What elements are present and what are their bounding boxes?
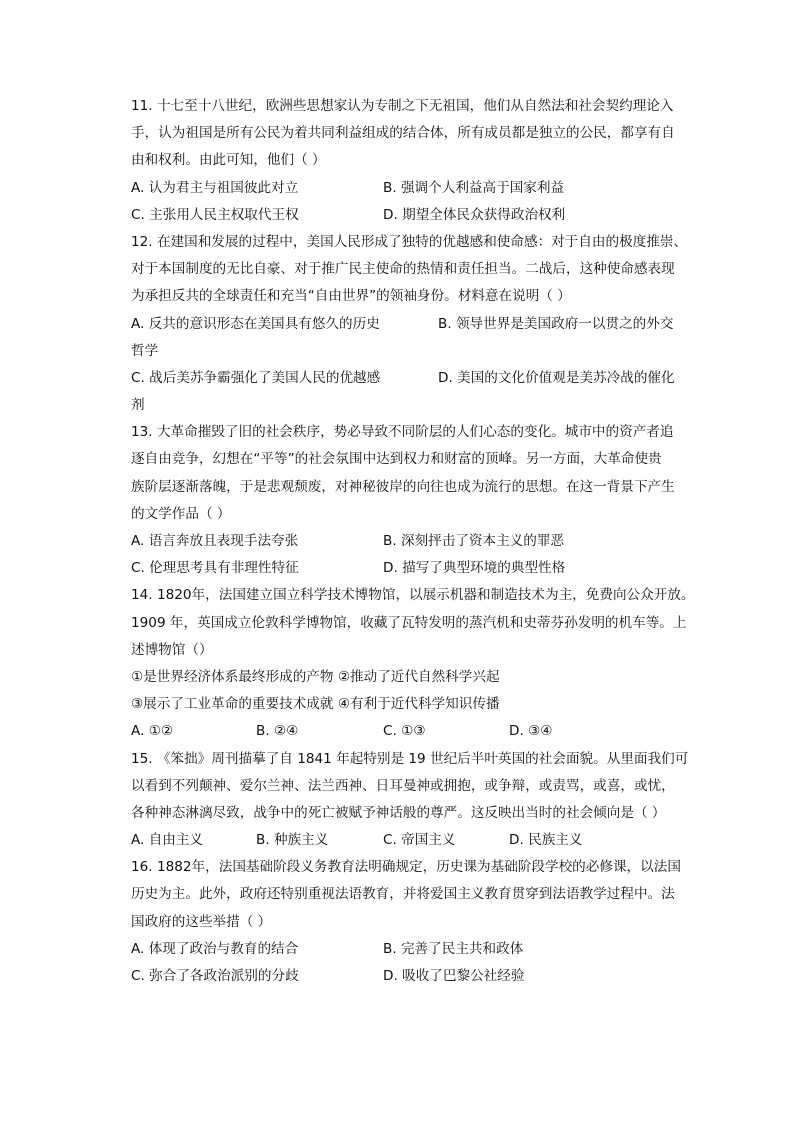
option[interactable]: C. 战后美苏争霸强化了美国人民的优越感 xyxy=(131,369,381,386)
option[interactable]: B. 领导世界是美国政府一以贯之的外交 xyxy=(438,315,674,332)
question-text-line: 历史为主。此外，政府还特别重视法语教育，并将爱国主义教育贯穿到法语教学过程中。法 xyxy=(131,886,675,903)
question-14 xyxy=(131,582,695,745)
option[interactable]: D. 民族主义 xyxy=(509,832,583,849)
option[interactable]: C. 弥合了各政治派别的分歧 xyxy=(131,968,299,984)
options-row xyxy=(131,555,667,582)
options-row xyxy=(131,936,667,963)
question-text-line: 各种神态淋漓尽致，战争中的死亡被赋予神话般的尊严。这反映出当时的社会倾向是（ ） xyxy=(131,804,666,821)
question-text-line: 的文学作品（ ） xyxy=(131,505,231,522)
option[interactable]: A. ①② xyxy=(131,723,174,740)
question-text-line: 族阶层逐渐落魄，于是悲观颓废，对神秘彼岸的向往也成为流行的思想。在这一背景下产生 xyxy=(131,478,675,495)
question-13 xyxy=(131,419,675,582)
option[interactable]: D. 吸收了巴黎公社经验 xyxy=(383,968,525,984)
option[interactable]: B. 强调个人利益高于国家利益 xyxy=(383,179,565,196)
option[interactable]: D. 美国的文化价值观是美苏冷战的催化 xyxy=(438,369,675,386)
question-text-line: 14. 1820年，法国建立国立科学技术博物馆，以展示机器和制造技术为主，免费向公众开放。 xyxy=(131,587,695,604)
options-row xyxy=(131,718,667,745)
options-row xyxy=(131,202,667,229)
question-text-line: 16. 1882年，法国基础阶段义务教育法明确规定，历史课为基础阶段学校的必修课，以法国 xyxy=(131,859,681,876)
option[interactable]: D. ③④ xyxy=(509,723,553,740)
option[interactable]: A. 认为君主与祖国彼此对立 xyxy=(131,179,299,196)
question-16 xyxy=(131,854,681,990)
option[interactable]: B. ②④ xyxy=(256,723,299,740)
option[interactable]: C. 主张用人民主权取代王权 xyxy=(131,206,299,223)
options-row xyxy=(131,528,667,555)
question-12 xyxy=(131,229,688,419)
option[interactable]: A. 体现了政治与教育的结合 xyxy=(131,940,299,957)
question-11 xyxy=(131,93,675,229)
option[interactable]: C. 伦理思考具有非理性特征 xyxy=(131,560,299,577)
question-text-line: 由和权利。由此可知，他们（ ） xyxy=(131,152,326,169)
exam-page xyxy=(131,93,695,990)
question-text-line: 1909 年，英国成立伦敦科学博物馆，收藏了瓦特发明的蒸汽机和史蒂芬孙发明的机车等。上 xyxy=(131,614,687,631)
question-text-line: ③展示了工业革命的重要技术成就 ④有利于近代科学知识传播 xyxy=(131,696,500,713)
question-text-line: 国政府的这些举措（ ） xyxy=(131,913,272,930)
question-15 xyxy=(131,746,689,855)
options-row xyxy=(131,963,667,990)
option[interactable]: C. ①③ xyxy=(383,723,426,740)
option-continuation: 哲学 xyxy=(131,342,159,359)
options-row xyxy=(131,392,667,419)
options-row xyxy=(131,311,674,338)
option[interactable]: D. 描写了典型环境的典型性格 xyxy=(383,560,566,577)
options-row xyxy=(131,827,667,854)
question-text-line: ①是世界经济体系最终形成的产物 ②推动了近代自然科学兴起 xyxy=(131,668,500,685)
question-text-line: 13. 大革命摧毁了旧的社会秩序，势必导致不同阶层的人们心态的变化。城市中的资产者追 xyxy=(131,424,674,441)
question-text-line: 15. 《笨拙》周刊描摹了自 1841 年起特别是 19 世纪后半叶英国的社会面貌。从里面我们可 xyxy=(131,750,689,767)
question-text-line: 以看到不列颠神、爱尔兰神、法兰西神、日耳曼神或拥抱，或争辩，或责骂，或喜，或忧， xyxy=(131,777,675,794)
option[interactable]: A. 语言奔放且表现手法夸张 xyxy=(131,533,299,549)
option[interactable]: A. 反共的意识形态在美国具有悠久的历史 xyxy=(131,315,380,332)
question-text-line: 对于本国制度的无比自豪、对于推广民主使命的热情和责任担当。二战后，这种使命感表现 xyxy=(131,261,675,278)
question-text-line: 手，认为祖国是所有公民为着共同利益组成的结合体，所有成员都是独立的公民，都享有自 xyxy=(131,125,675,142)
question-text-line: 逐自由竞争，幻想在“平等”的社会氛围中达到权力和财富的顶峰。另一方面，大革命使贵 xyxy=(131,451,662,468)
options-row xyxy=(131,365,675,392)
question-text-line: 11. 十七至十八世纪，欧洲些思想家认为专制之下无祖国，他们从自然法和社会契约理论入 xyxy=(131,98,674,114)
options-row xyxy=(131,175,667,202)
option[interactable]: B. 种族主义 xyxy=(256,832,329,849)
option[interactable]: C. 帝国主义 xyxy=(383,832,456,849)
option[interactable]: B. 完善了民主共和政体 xyxy=(383,940,524,957)
question-text-line: 12. 在建国和发展的过程中，美国人民形成了独特的优越感和使命感：对于自由的极度推崇、 xyxy=(131,233,688,250)
question-text-line: 为承担反共的全球责任和充当“自由世界”的领袖身份。材料意在说明（ ） xyxy=(131,288,571,305)
option-continuation: 剂 xyxy=(131,397,145,414)
question-text-line: 述博物馆（） xyxy=(131,641,213,658)
option[interactable]: B. 深刻抨击了资本主义的罪恶 xyxy=(383,533,565,549)
option[interactable]: D. 期望全体民众获得政治权利 xyxy=(383,206,566,223)
options-row xyxy=(131,338,667,365)
option[interactable]: A. 自由主义 xyxy=(131,832,204,849)
